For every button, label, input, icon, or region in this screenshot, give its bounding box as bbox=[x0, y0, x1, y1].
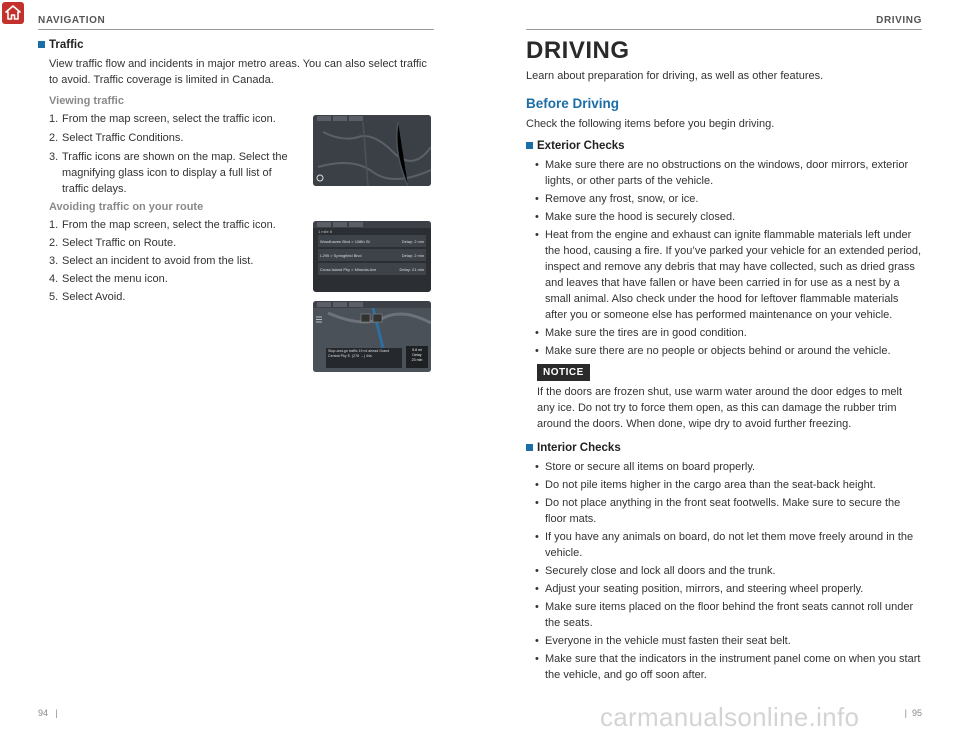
step-item: 4. Select the menu icon. bbox=[49, 273, 168, 285]
list-item: • Adjust your seating position, mirrors, and steering wheel properly. bbox=[535, 581, 922, 597]
avoid-incident-screenshot bbox=[313, 301, 431, 372]
list-item: • If you have any animals on board, do not let them move freely around in the vehicle. bbox=[535, 529, 922, 561]
section-marker-icon bbox=[526, 142, 533, 149]
incident-delay: Delay: 2 min bbox=[401, 238, 424, 244]
incident-delay: Delay: 2 min bbox=[401, 252, 424, 258]
list-item: • Everyone in the vehicle must fasten their seat belt. bbox=[535, 633, 922, 649]
avoiding-steps bbox=[49, 217, 301, 305]
exterior-checks-list bbox=[535, 157, 922, 361]
list-item: • Do not pile items higher in the cargo area than the seat-back height. bbox=[535, 477, 922, 493]
driving-intro: Learn about preparation for driving, as well as other features. bbox=[526, 70, 824, 82]
incident-row[interactable] bbox=[318, 263, 426, 275]
right-header-rule bbox=[526, 29, 922, 30]
list-item: • Heat from the engine and exhaust can ignite flammable materials left under the hood, causing a fire. If you’ve parked your vehicle for an extended period, inspect and remove any debris that may have collected, such as dried grass and leaves that have fallen or have been carried in for use as a nest by a small animal. Also check under the hood for leftover flammable materials after you or someone else has performed maintenance on your vehicle. bbox=[535, 227, 922, 323]
section-marker-icon bbox=[38, 41, 45, 48]
right-page-header: DRIVING bbox=[876, 15, 922, 26]
step-item: 1. From the map screen, select the traffic icon. bbox=[49, 113, 276, 125]
screen-tab-bar bbox=[313, 301, 431, 308]
incident-road: Woodhaven Blvd > 108th St bbox=[320, 238, 370, 244]
incident-row[interactable] bbox=[318, 235, 426, 247]
viewing-traffic-heading: Viewing traffic bbox=[49, 95, 124, 107]
screen-tab bbox=[349, 222, 363, 227]
step-item: 2. Select Traffic on Route. bbox=[49, 237, 177, 249]
incident-road: Cross Island Pky > Mineola Ave bbox=[320, 266, 377, 272]
interior-checks-list bbox=[535, 459, 922, 685]
screen-tab bbox=[349, 302, 363, 307]
list-header: 1 mile 8 bbox=[318, 229, 333, 234]
incident-delay-value: 23 min bbox=[411, 358, 423, 362]
screen-tab bbox=[317, 116, 331, 121]
incident-delay-label: Delay bbox=[412, 353, 422, 357]
screen-tab bbox=[317, 302, 331, 307]
screen-tab bbox=[349, 116, 363, 121]
before-driving-heading: Before Driving bbox=[526, 96, 620, 111]
step-item: 5. Select Avoid. bbox=[49, 291, 126, 303]
traffic-intro: View traffic flow and incidents in major metro areas. You can also select traffic to avoid. Traffic coverage is limited in Canada. bbox=[49, 58, 427, 86]
before-driving-intro: Check the following items before you begin driving. bbox=[526, 118, 775, 130]
traffic-list-screenshot bbox=[313, 221, 431, 292]
list-item: • Make sure there are no obstructions on the windows, door mirrors, exterior lights, or other parts of the vehicle. bbox=[535, 157, 922, 189]
notice-text: If the doors are frozen shut, use warm water around the door edges to melt any ice. Do not try to force them open, as this can damage the rubber trim around the doors. When done, wipe dry to avoid further freezing. bbox=[537, 386, 903, 430]
list-item: • Remove any frost, snow, or ice. bbox=[535, 191, 922, 207]
list-item: • Store or secure all items on board properly. bbox=[535, 459, 922, 475]
step-item: 1. From the map screen, select the traffic icon. bbox=[49, 219, 276, 231]
screen-tab bbox=[333, 222, 347, 227]
list-item: • Make sure there are no people or objects behind or around the vehicle. bbox=[535, 343, 922, 359]
incident-delay: Delay: 21 min bbox=[399, 266, 424, 272]
notice-label: NOTICE bbox=[537, 364, 590, 381]
step-item: 3. Select an incident to avoid from the list. bbox=[49, 255, 254, 267]
step-item: 2. Select Traffic Conditions. bbox=[49, 132, 184, 144]
traffic-map-graphic bbox=[313, 122, 431, 186]
step-item: 3. Traffic icons are shown on the map. Select the magnifying glass icon to display a full list of traffic delays. bbox=[49, 151, 288, 195]
left-page-number: 94 | bbox=[38, 708, 58, 718]
incident-road: I-295 > Springfield Blvd bbox=[320, 252, 362, 258]
avoiding-traffic-heading: Avoiding traffic on your route bbox=[49, 201, 204, 213]
page-title: DRIVING bbox=[526, 37, 630, 64]
home-icon[interactable] bbox=[2, 2, 24, 24]
section-marker-icon bbox=[526, 444, 533, 451]
traffic-heading: Traffic bbox=[38, 39, 84, 51]
left-page-header: NAVIGATION bbox=[38, 15, 106, 26]
traffic-map-screenshot bbox=[313, 115, 431, 186]
screen-tab bbox=[333, 302, 347, 307]
incident-side-panel bbox=[406, 346, 428, 368]
list-item: • Make sure the tires are in good condition. bbox=[535, 325, 922, 341]
screen-tab bbox=[333, 116, 347, 121]
right-page-number: | 95 bbox=[904, 708, 922, 718]
list-item: • Make sure the hood is securely closed. bbox=[535, 209, 922, 225]
incident-distance: 5.8 mi bbox=[412, 348, 422, 352]
list-item: • Make sure items placed on the floor behind the front seats cannot roll under the seats. bbox=[535, 599, 922, 631]
list-item: • Do not place anything in the front seat footwells. Make sure to secure the floor mats. bbox=[535, 495, 922, 527]
watermark: carmanualsonline.info bbox=[600, 702, 860, 732]
viewing-steps bbox=[49, 111, 301, 197]
left-header-rule bbox=[38, 29, 434, 30]
incident-popup[interactable]: Stop-and-go traffic 19 mi ahead Grand Central Pky E. (278 →) 44s bbox=[326, 348, 402, 368]
interior-checks-heading: Interior Checks bbox=[526, 442, 621, 454]
incident-row[interactable] bbox=[318, 249, 426, 261]
screen-tab-bar bbox=[313, 221, 431, 228]
screen-tab-bar bbox=[313, 115, 431, 122]
screen-tab bbox=[317, 222, 331, 227]
list-item: • Make sure that the indicators in the instrument panel come on when you start the vehicle, and go off soon after. bbox=[535, 651, 922, 683]
list-item: • Securely close and lock all doors and the trunk. bbox=[535, 563, 922, 579]
exterior-checks-heading: Exterior Checks bbox=[526, 140, 625, 152]
